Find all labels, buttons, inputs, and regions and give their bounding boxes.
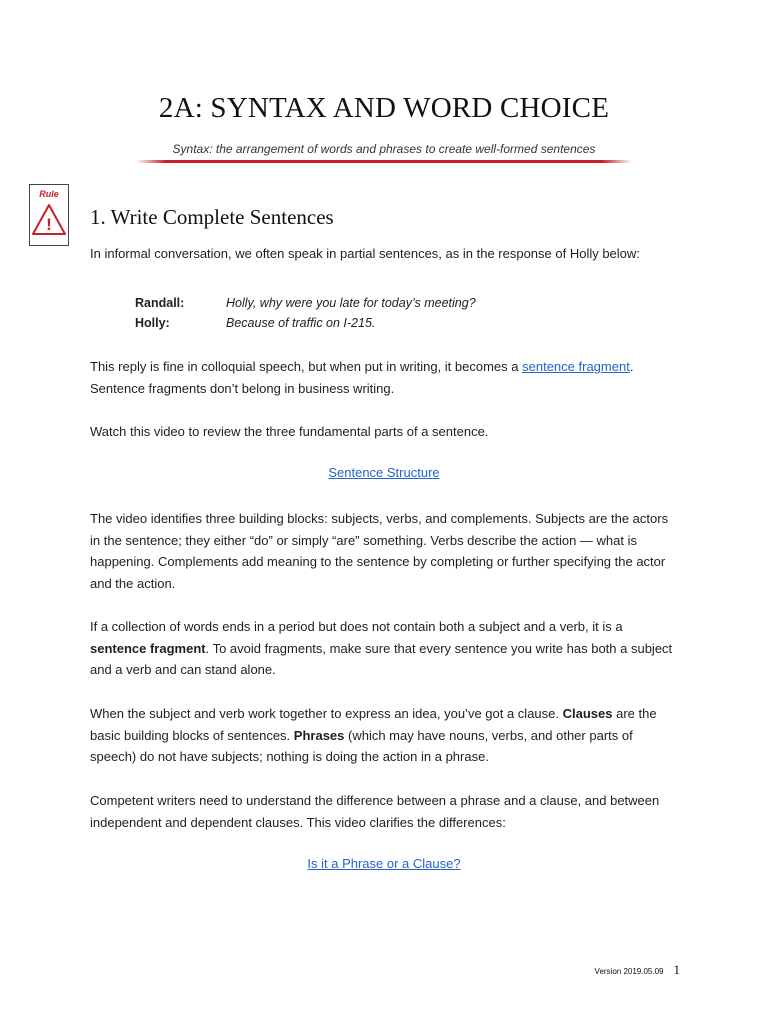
dialog-line-randall: Holly, why were you late for today’s meeting? [226,296,476,310]
fragment-definition-paragraph [90,616,680,681]
rule-badge [29,184,69,246]
rule-badge-label: Rule [39,189,59,199]
warning-icon-symbol: ! [46,215,52,234]
clauses-paragraph-text: When the subject and verb work together to express an idea, you’ve got a clause. [90,706,563,721]
fragment-definition-term: sentence fragment [90,640,206,656]
fragment-paragraph [90,356,680,399]
page-footer [570,961,680,979]
competent-writers-paragraph: Competent writers need to understand the difference between a phrase and a clause, and between independent and dependent clauses. This video clarifies the differences: [90,793,660,830]
clauses-term: Clauses [562,706,613,721]
sentence-fragment-link[interactable]: sentence fragment [522,359,630,374]
fragment-definition-text: If a collection of words ends in a period but does not contain both a subject and a verb, it is a [90,619,623,634]
dialog-speaker-randall: Randall: [135,296,185,310]
page-subtitle: Syntax: the arrangement of words and phrases to create well-formed sentences [172,142,596,156]
dialog-speaker-holly: Holly: [135,316,170,330]
fragment-paragraph-tail: . Sentence fragments don’t belong in business writing. [90,359,634,396]
version-label: Version 2019.05.09 [594,967,664,976]
page-number: 1 [673,962,680,977]
clauses-paragraph-middle: are the basic building blocks of sentences. [90,706,657,743]
warning-icon [31,203,67,237]
phrases-term: Phrases [293,727,345,743]
dialog-line-holly: Because of traffic on I-215. [226,316,376,330]
watch-video-paragraph: Watch this video to review the three fundamental parts of a sentence. [90,424,489,439]
intro-paragraph: In informal conversation, we often speak in partial sentences, as in the response of Holly below: [90,246,640,261]
sentence-structure-link-row [0,465,768,480]
fragment-paragraph-text: This reply is fine in colloquial speech, but when put in writing, it becomes a [90,359,523,374]
phrase-clause-link-row [0,856,768,871]
clauses-paragraph-tail: (which may have nouns, verbs, and other parts of speech) do not have subjects; nothing is doing the action in a phrase. [90,727,633,765]
section-heading: 1. Write Complete Sentences [90,205,334,229]
building-blocks-paragraph: The video identifies three building blocks: subjects, verbs, and complements. Subjects are the actors in the sentence; they either “do” or simply “are” something. Verbs describe the action — what is happening. Complements add meaning to the sentence by completing or further specifying the actor and the action. [90,511,669,591]
fragment-definition-tail: . To avoid fragments, make sure that every sentence you write has both a subject and a verb and can stand alone. [90,640,673,678]
clauses-paragraph [90,703,680,768]
sentence-structure-link[interactable]: Sentence Structure [328,465,440,480]
phrase-or-clause-link[interactable]: Is it a Phrase or a Clause? [307,856,461,871]
page-title: 2A: SYNTAX AND WORD CHOICE [158,92,610,124]
title-underline [136,160,632,163]
